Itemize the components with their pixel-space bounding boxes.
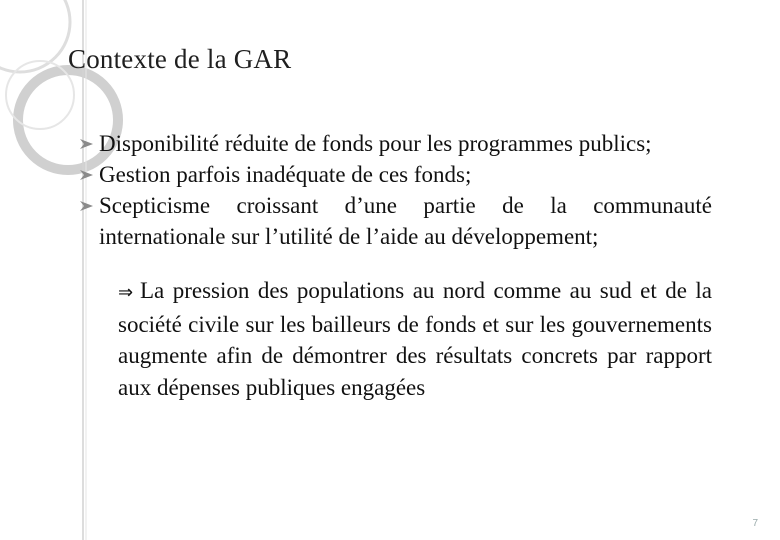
bullet-item (82, 128, 712, 159)
page-number: 7 (752, 518, 758, 529)
bullet-text: Gestion parfois inadéquate de ces fonds; (99, 162, 472, 187)
slide-title: Contexte de la GAR (68, 44, 292, 74)
implies-arrow-icon: ⇒ (118, 282, 134, 303)
bullet-arrow-icon (80, 169, 94, 181)
sub-bullet-item (117, 275, 712, 403)
bullet-text: Scepticisme croissant d’une partie de la communauté internationale sur l’utilité de l’aide au développement; (99, 193, 712, 249)
bullet-item (82, 159, 712, 190)
bullet-text: Disponibilité réduite de fonds pour les programmes publics; (99, 131, 652, 156)
sub-bullet-text: La pression des populations au nord comme au sud et de la société civile sur les bailleurs de fonds et sur les gouvernements augmente afin de démontrer des résultats concrets par rapport aux dépenses publiques engagées (118, 278, 712, 400)
slide-body (82, 128, 712, 426)
decor-circle-inner (6, 61, 74, 129)
bullet-item (82, 190, 712, 252)
bullet-arrow-icon (80, 200, 94, 212)
bullet-arrow-icon (80, 138, 94, 150)
